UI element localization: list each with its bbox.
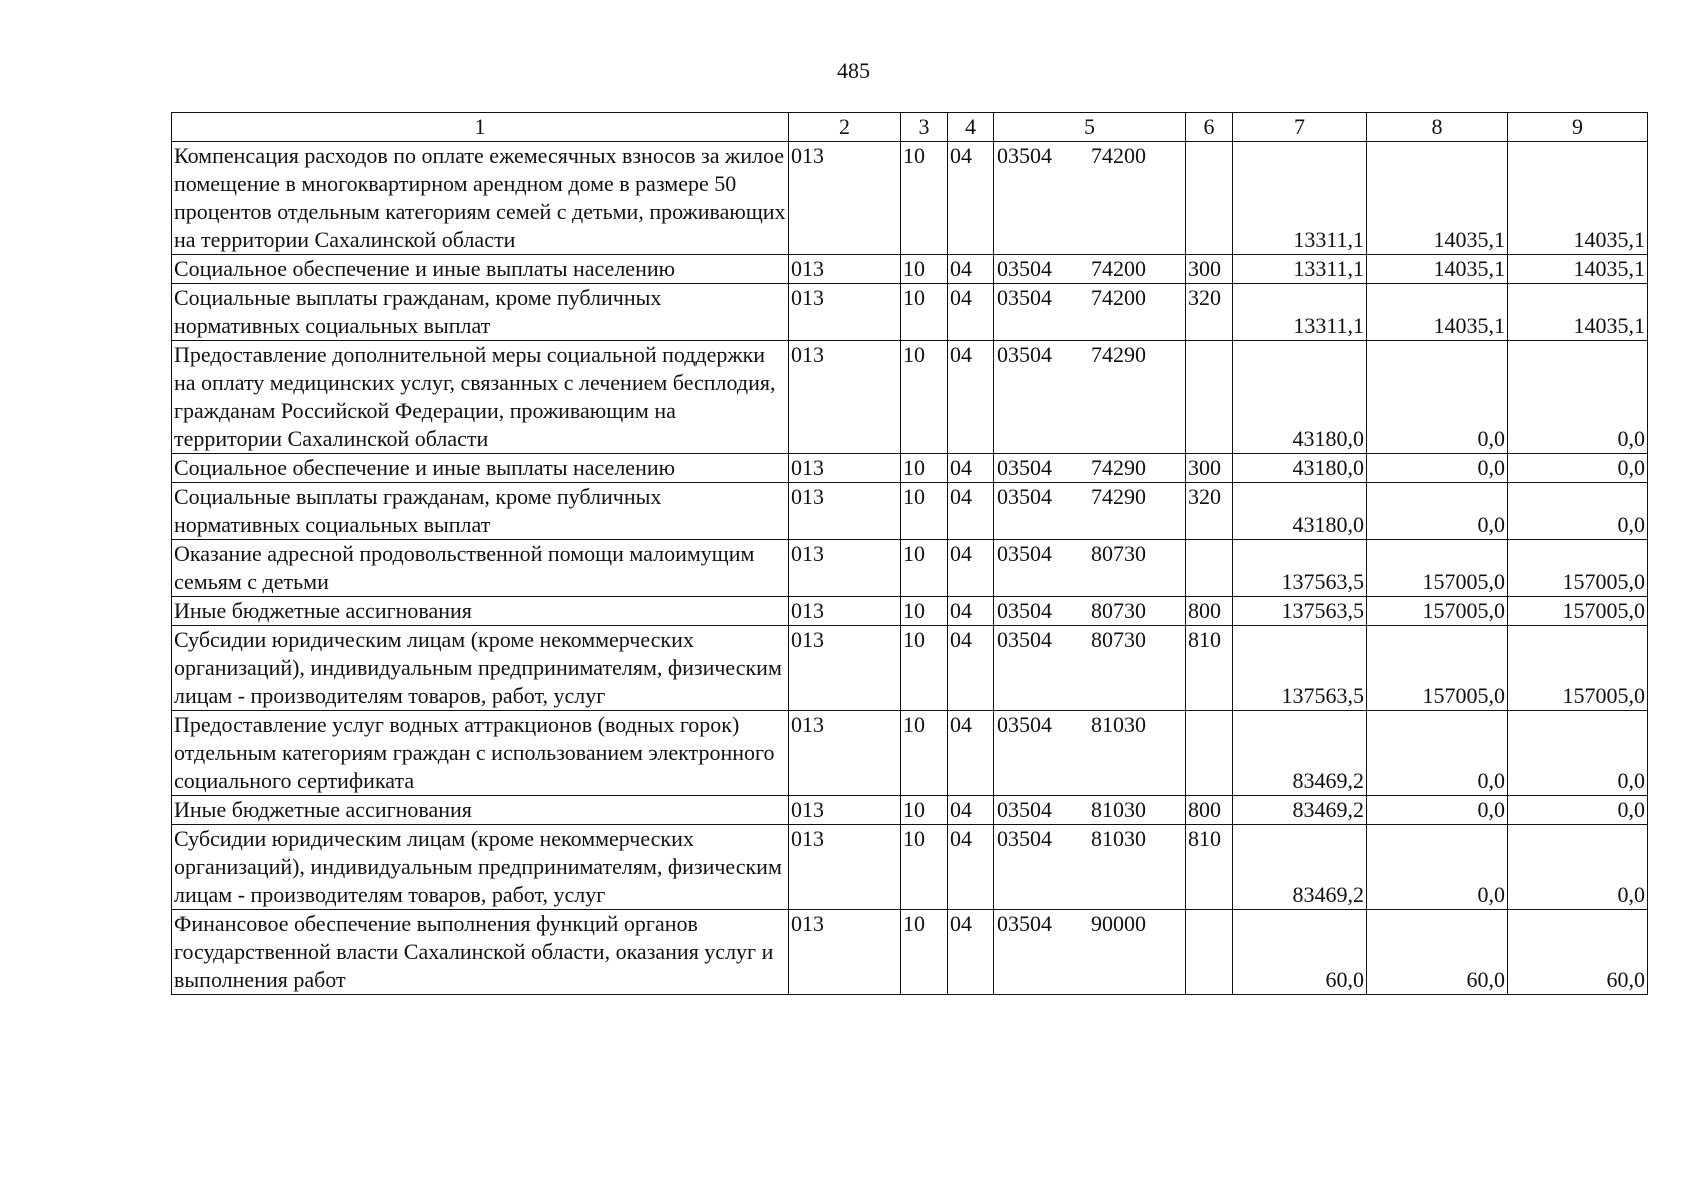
column-header: 9 [1508,113,1648,142]
expense-type-cell [1186,910,1233,995]
target-program-code: 03504 [997,826,1052,851]
code-subsection-cell: 04 [948,626,994,711]
code-subsection-cell: 04 [948,597,994,626]
amount-year3-cell: 0,0 [1508,454,1648,483]
column-header: 7 [1233,113,1367,142]
code-admin-cell: 013 [789,284,901,341]
code-target-cell [994,825,1186,910]
target-direction-code: 81030 [1091,797,1146,822]
amount-year2-cell: 0,0 [1367,796,1508,825]
amount-year3-cell: 0,0 [1508,341,1648,454]
table-row [172,825,1648,910]
table-row [172,341,1648,454]
column-header: 4 [948,113,994,142]
code-subsection-cell: 04 [948,255,994,284]
amount-year3-cell: 60,0 [1508,910,1648,995]
row-name-cell: Оказание адресной продовольственной помощи малоимущим семьям с детьми [172,540,789,597]
code-admin-cell: 013 [789,626,901,711]
code-target-cell [994,910,1186,995]
table-row [172,626,1648,711]
target-program-code: 03504 [997,256,1052,281]
target-direction-code: 74290 [1091,455,1146,480]
column-header: 6 [1186,113,1233,142]
amount-year1-cell: 13311,1 [1233,142,1367,255]
amount-year1-cell: 137563,5 [1233,540,1367,597]
amount-year3-cell: 157005,0 [1508,626,1648,711]
code-subsection-cell: 04 [948,796,994,825]
code-subsection-cell: 04 [948,910,994,995]
amount-year2-cell: 14035,1 [1367,255,1508,284]
amount-year2-cell: 0,0 [1367,825,1508,910]
target-program-code: 03504 [997,541,1052,566]
row-name-cell: Иные бюджетные ассигнования [172,597,789,626]
code-admin-cell: 013 [789,142,901,255]
target-direction-code: 74200 [1091,143,1146,168]
code-section-cell: 10 [901,341,948,454]
code-subsection-cell: 04 [948,483,994,540]
code-subsection-cell: 04 [948,284,994,341]
table-row [172,910,1648,995]
target-direction-code: 74290 [1091,484,1146,509]
code-target-cell [994,483,1186,540]
code-section-cell: 10 [901,540,948,597]
code-subsection-cell: 04 [948,142,994,255]
amount-year3-cell: 14035,1 [1508,255,1648,284]
amount-year1-cell: 43180,0 [1233,341,1367,454]
target-program-code: 03504 [997,342,1052,367]
table-row [172,796,1648,825]
amount-year2-cell: 157005,0 [1367,597,1508,626]
amount-year2-cell: 0,0 [1367,711,1508,796]
amount-year2-cell: 157005,0 [1367,540,1508,597]
code-admin-cell: 013 [789,454,901,483]
row-name-cell: Предоставление дополнительной меры социальной поддержки на оплату медицинских услуг, связанных с лечением бесплодия, гражданам Российской Федерации, проживающим на территории Сахалинской области [172,341,789,454]
amount-year1-cell: 13311,1 [1233,284,1367,341]
code-admin-cell: 013 [789,910,901,995]
code-subsection-cell: 04 [948,825,994,910]
code-section-cell: 10 [901,284,948,341]
expense-type-cell [1186,142,1233,255]
target-direction-code: 90000 [1091,911,1146,936]
amount-year1-cell: 43180,0 [1233,454,1367,483]
code-target-cell [994,540,1186,597]
row-name-cell: Субсидии юридическим лицам (кроме некоммерческих организаций), индивидуальным предпринимателям, физическим лицам - производителям товаров, работ, услуг [172,626,789,711]
code-admin-cell: 013 [789,341,901,454]
code-admin-cell: 013 [789,540,901,597]
target-program-code: 03504 [997,455,1052,480]
code-section-cell: 10 [901,910,948,995]
code-section-cell: 10 [901,597,948,626]
amount-year2-cell: 157005,0 [1367,626,1508,711]
target-direction-code: 80730 [1091,627,1146,652]
amount-year1-cell: 43180,0 [1233,483,1367,540]
target-direction-code: 74290 [1091,342,1146,367]
expense-type-cell: 800 [1186,597,1233,626]
row-name-cell: Иные бюджетные ассигнования [172,796,789,825]
table-row [172,540,1648,597]
amount-year3-cell: 157005,0 [1508,597,1648,626]
row-name-cell: Предоставление услуг водных аттракционов (водных горок) отдельным категориям граждан с использованием электронного социального сертификата [172,711,789,796]
target-program-code: 03504 [997,797,1052,822]
expense-type-cell: 810 [1186,825,1233,910]
amount-year1-cell: 83469,2 [1233,711,1367,796]
target-direction-code: 80730 [1091,598,1146,623]
target-program-code: 03504 [997,143,1052,168]
code-target-cell [994,255,1186,284]
code-admin-cell: 013 [789,796,901,825]
target-program-code: 03504 [997,911,1052,936]
target-program-code: 03504 [997,285,1052,310]
code-target-cell [994,142,1186,255]
budget-table [171,112,1648,995]
code-section-cell: 10 [901,825,948,910]
amount-year2-cell: 0,0 [1367,483,1508,540]
amount-year3-cell: 0,0 [1508,711,1648,796]
expense-type-cell: 320 [1186,284,1233,341]
amount-year3-cell: 157005,0 [1508,540,1648,597]
code-admin-cell: 013 [789,711,901,796]
expense-type-cell: 810 [1186,626,1233,711]
code-subsection-cell: 04 [948,711,994,796]
code-admin-cell: 013 [789,597,901,626]
code-target-cell [994,626,1186,711]
row-name-cell: Социальное обеспечение и иные выплаты населению [172,255,789,284]
amount-year2-cell: 60,0 [1367,910,1508,995]
amount-year1-cell: 137563,5 [1233,597,1367,626]
amount-year1-cell: 137563,5 [1233,626,1367,711]
target-direction-code: 81030 [1091,826,1146,851]
code-section-cell: 10 [901,142,948,255]
table-row [172,597,1648,626]
code-target-cell [994,597,1186,626]
page-number: 485 [837,58,870,83]
code-section-cell: 10 [901,483,948,540]
table-header-row [172,113,1648,142]
amount-year2-cell: 0,0 [1367,341,1508,454]
column-header: 2 [789,113,901,142]
expense-type-cell: 300 [1186,454,1233,483]
expense-type-cell [1186,540,1233,597]
table-row [172,255,1648,284]
expense-type-cell: 320 [1186,483,1233,540]
code-target-cell [994,341,1186,454]
expense-type-cell: 800 [1186,796,1233,825]
row-name-cell: Социальное обеспечение и иные выплаты населению [172,454,789,483]
target-direction-code: 74200 [1091,285,1146,310]
amount-year3-cell: 0,0 [1508,825,1648,910]
code-section-cell: 10 [901,626,948,711]
code-subsection-cell: 04 [948,540,994,597]
target-direction-code: 81030 [1091,712,1146,737]
amount-year2-cell: 14035,1 [1367,142,1508,255]
code-admin-cell: 013 [789,825,901,910]
expense-type-cell: 300 [1186,255,1233,284]
amount-year3-cell: 14035,1 [1508,142,1648,255]
amount-year1-cell: 13311,1 [1233,255,1367,284]
column-header: 5 [994,113,1186,142]
table-row [172,142,1648,255]
code-section-cell: 10 [901,255,948,284]
target-direction-code: 74200 [1091,256,1146,281]
table-row [172,483,1648,540]
table-row [172,711,1648,796]
target-program-code: 03504 [997,484,1052,509]
target-program-code: 03504 [997,712,1052,737]
row-name-cell: Финансовое обеспечение выполнения функций органов государственной власти Сахалинской области, оказания услуг и выполнения работ [172,910,789,995]
column-header: 1 [172,113,789,142]
column-header: 3 [901,113,948,142]
row-name-cell: Социальные выплаты гражданам, кроме публичных нормативных социальных выплат [172,483,789,540]
table-row [172,284,1648,341]
amount-year1-cell: 60,0 [1233,910,1367,995]
target-program-code: 03504 [997,598,1052,623]
code-target-cell [994,711,1186,796]
code-target-cell [994,796,1186,825]
table-row [172,454,1648,483]
amount-year3-cell: 0,0 [1508,483,1648,540]
expense-type-cell [1186,341,1233,454]
code-subsection-cell: 04 [948,341,994,454]
target-direction-code: 80730 [1091,541,1146,566]
target-program-code: 03504 [997,627,1052,652]
amount-year1-cell: 83469,2 [1233,796,1367,825]
row-name-cell: Социальные выплаты гражданам, кроме публичных нормативных социальных выплат [172,284,789,341]
code-section-cell: 10 [901,711,948,796]
row-name-cell: Компенсация расходов по оплате ежемесячных взносов за жилое помещение в многоквартирном арендном доме в размере 50 процентов отдельным категориям семей с детьми, проживающих на территории Сахалинской области [172,142,789,255]
amount-year2-cell: 0,0 [1367,454,1508,483]
code-subsection-cell: 04 [948,454,994,483]
code-section-cell: 10 [901,454,948,483]
code-target-cell [994,454,1186,483]
code-section-cell: 10 [901,796,948,825]
row-name-cell: Субсидии юридическим лицам (кроме некоммерческих организаций), индивидуальным предпринимателям, физическим лицам - производителям товаров, работ, услуг [172,825,789,910]
code-admin-cell: 013 [789,255,901,284]
amount-year3-cell: 0,0 [1508,796,1648,825]
amount-year2-cell: 14035,1 [1367,284,1508,341]
code-target-cell [994,284,1186,341]
expense-type-cell [1186,711,1233,796]
amount-year1-cell: 83469,2 [1233,825,1367,910]
column-header: 8 [1367,113,1508,142]
amount-year3-cell: 14035,1 [1508,284,1648,341]
code-admin-cell: 013 [789,483,901,540]
